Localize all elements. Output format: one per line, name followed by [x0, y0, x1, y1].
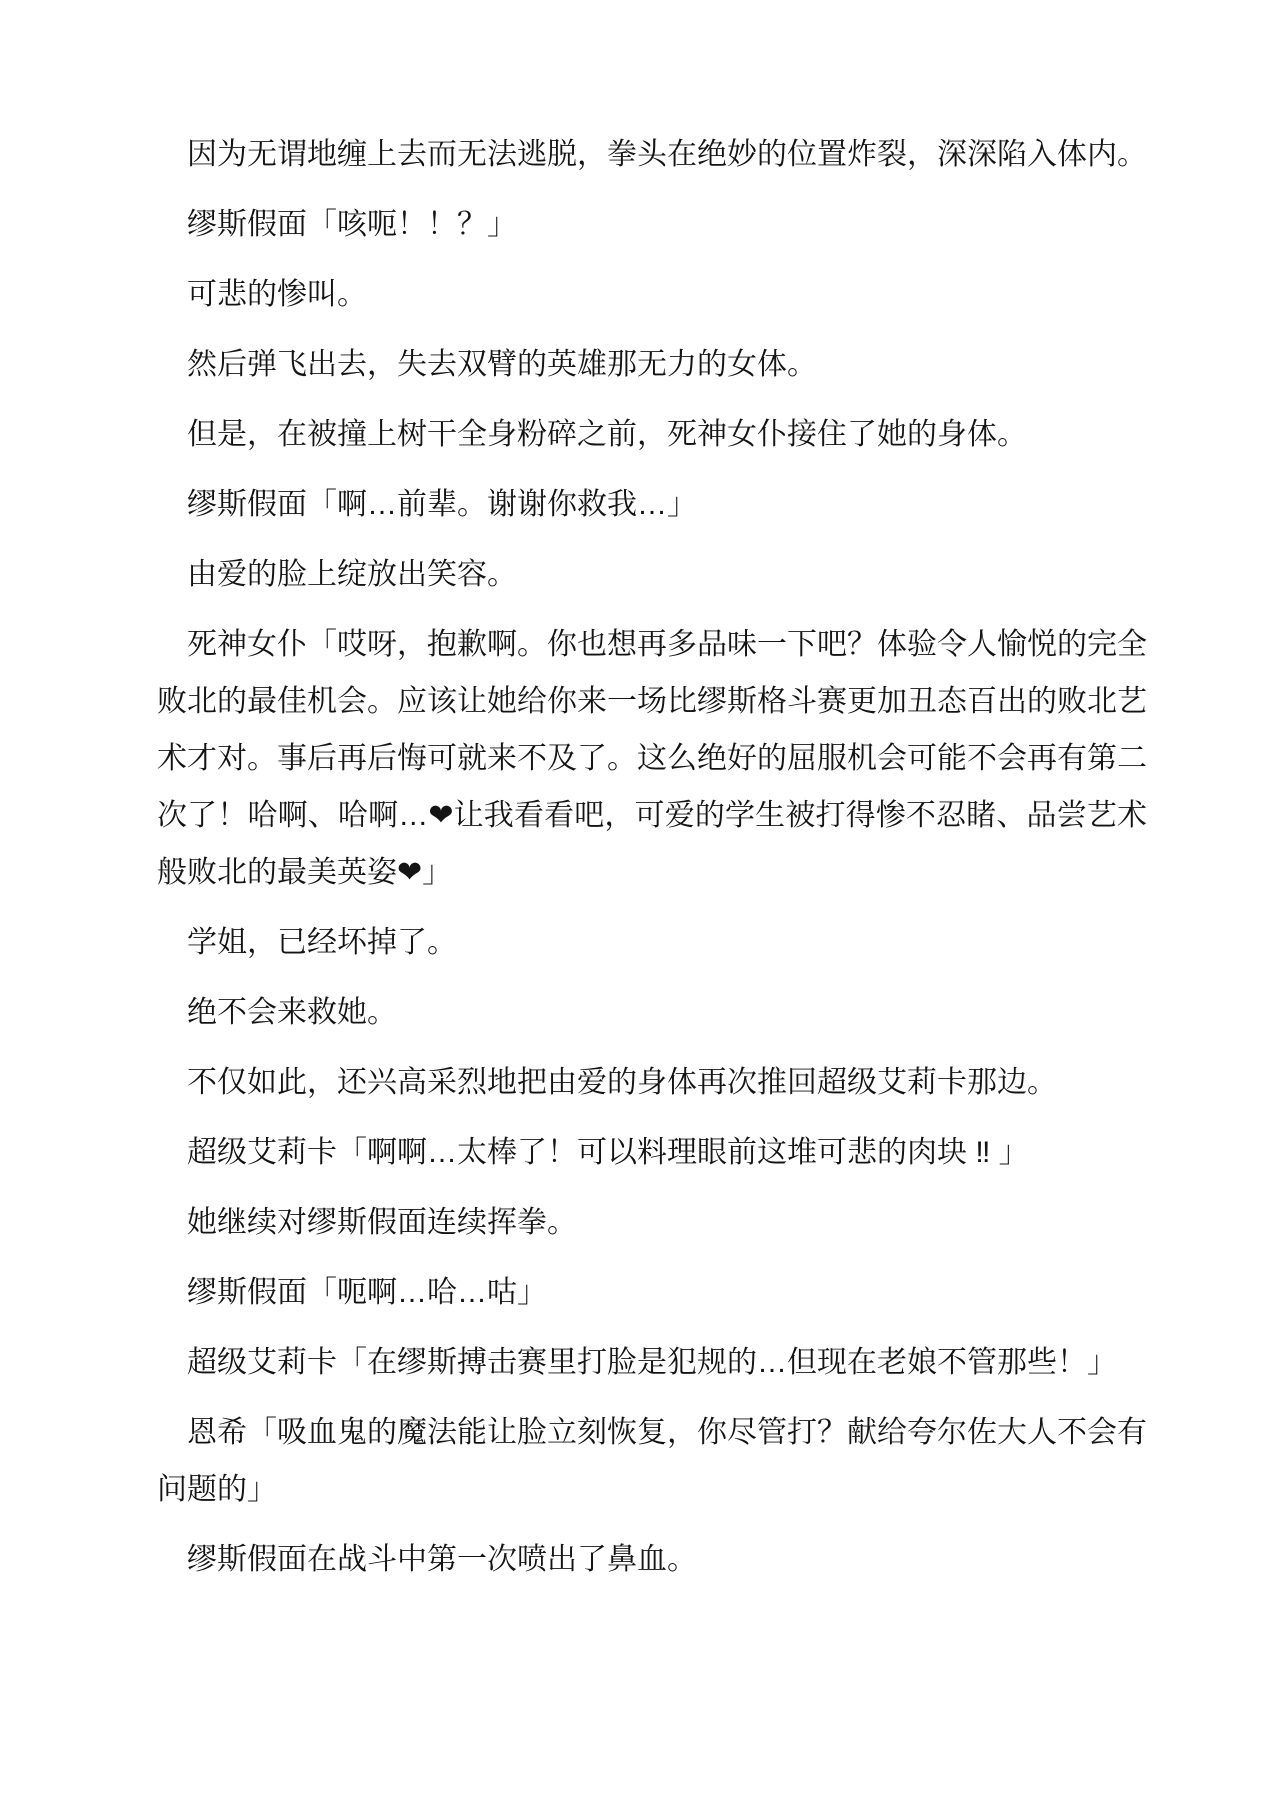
paragraph: 可悲的惨叫。	[187, 278, 367, 311]
paragraph: 由爱的脸上绽放出笑容。	[187, 558, 517, 591]
paragraph: 缪斯假面「啊…前辈。谢谢你救我…」	[187, 488, 697, 521]
paragraph: 但是，在被撞上树干全身粉碎之前，死神女仆接住了她的身体。	[187, 418, 1027, 451]
paragraph: 缪斯假面「咳呃！！？」	[187, 208, 517, 241]
paragraph: 她继续对缪斯假面连续挥拳。	[187, 1206, 577, 1239]
paragraph: 恩希「吸血鬼的魔法能让脸立刻恢复，你尽管打？献给夸尔佐大人不会有问题的」	[157, 1416, 1147, 1506]
paragraph: 学姐，已经坏掉了。	[187, 926, 457, 959]
paragraph: 绝不会来救她。	[187, 996, 397, 1029]
paragraph: 缪斯假面在战斗中第一次喷出了鼻血。	[187, 1543, 697, 1576]
paragraph: 然后弹飞出去，失去双臂的英雄那无力的女体。	[187, 348, 817, 381]
paragraph: 超级艾莉卡「啊啊…太棒了！可以料理眼前这堆可悲的肉块 ‼ 」	[187, 1136, 1029, 1169]
paragraph: 缪斯假面「呃啊…哈…咕」	[187, 1276, 547, 1309]
paragraph: 不仅如此，还兴高采烈地把由爱的身体再次推回超级艾莉卡那边。	[187, 1066, 1057, 1099]
paragraph: 死神女仆「哎呀，抱歉啊。你也想再多品味一下吧？体验令人愉悦的完全败北的最佳机会。应该让她给你来一场比缪斯格斗赛更加丑态百出的败北艺术才对。事后再后悔可就来不及了。这么绝好的屈服机会可能不会再有第二次了！哈啊、哈啊…❤让我看看吧，可爱的学生被打得惨不忍睹、品尝艺术般败北的最美英姿❤」	[157, 628, 1147, 889]
paragraph: 因为无谓地缠上去而无法逃脱，拳头在绝妙的位置炸裂，深深陷入体内。	[187, 138, 1147, 171]
paragraph: 超级艾莉卡「在缪斯搏击赛里打脸是犯规的…但现在老娘不管那些！」	[187, 1346, 1117, 1379]
